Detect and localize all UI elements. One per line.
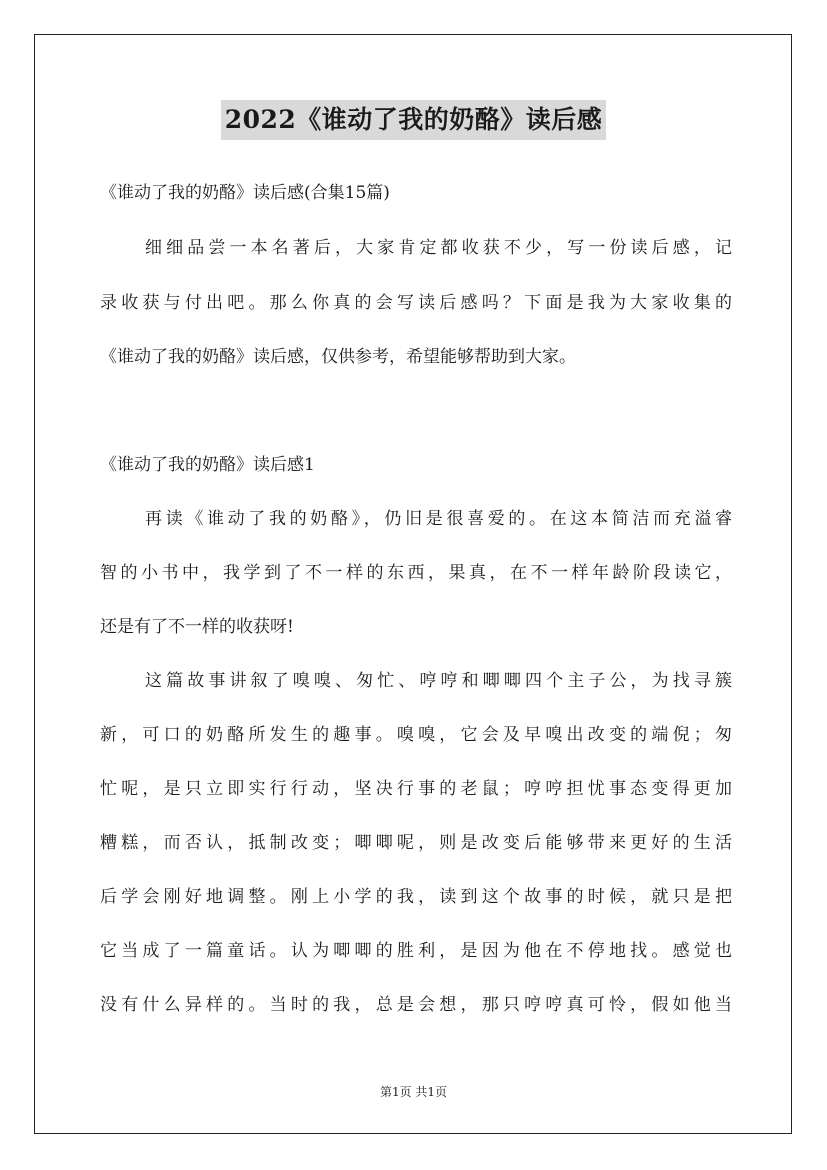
paragraph-line: 忙呢，是只立即实行行动，坚决行事的老鼠；哼哼担忧事态变得更加 [100,779,732,799]
paragraph-line: 智的小书中，我学到了不一样的东西，果真，在不一样年龄阶段读它， [100,563,732,583]
paragraph-line: 再读《谁动了我的奶酪》，仍旧是很喜爱的。在这本简洁而充溢睿 [145,509,732,529]
paragraph-line: 后学会刚好地调整。刚上小学的我，读到这个故事的时候，就只是把 [100,887,732,907]
document-title-container [0,100,827,143]
intro-line: 录收获与付出吧。那么你真的会写读后感吗？下面是我为大家收集的 [100,293,732,313]
page-footer: 第1页 共1页 [379,1085,448,1099]
paragraph-line: 新，可口的奶酪所发生的趣事。嗅嗅，它会及早嗅出改变的端倪；匆 [100,725,732,745]
paragraph-line: 它当成了一篇童话。认为唧唧的胜利，是因为他在不停地找。感觉也 [100,941,732,961]
document-title: 2022《谁动了我的奶酪》读后感 [221,100,607,140]
paragraph-line: 还是有了不一样的收获呀! [100,617,294,637]
section-heading: 《谁动了我的奶酪》读后感1 [100,455,315,475]
paragraph-line: 没有什么异样的。当时的我，总是会想，那只哼哼真可怜，假如他当 [100,995,732,1015]
paragraph-line: 这篇故事讲叙了嗅嗅、匆忙、哼哼和唧唧四个主子公，为找寻簇 [145,671,732,691]
document-subtitle: 《谁动了我的奶酪》读后感(合集15篇) [100,183,390,203]
paragraph-line: 糟糕，而否认，抵制改变；唧唧呢，则是改变后能够带来更好的生活 [100,833,732,853]
intro-line: 《谁动了我的奶酪》读后感，仅供参考，希望能够帮助到大家。 [100,347,576,367]
intro-line: 细细品尝一本名著后，大家肯定都收获不少，写一份读后感，记 [145,238,732,258]
